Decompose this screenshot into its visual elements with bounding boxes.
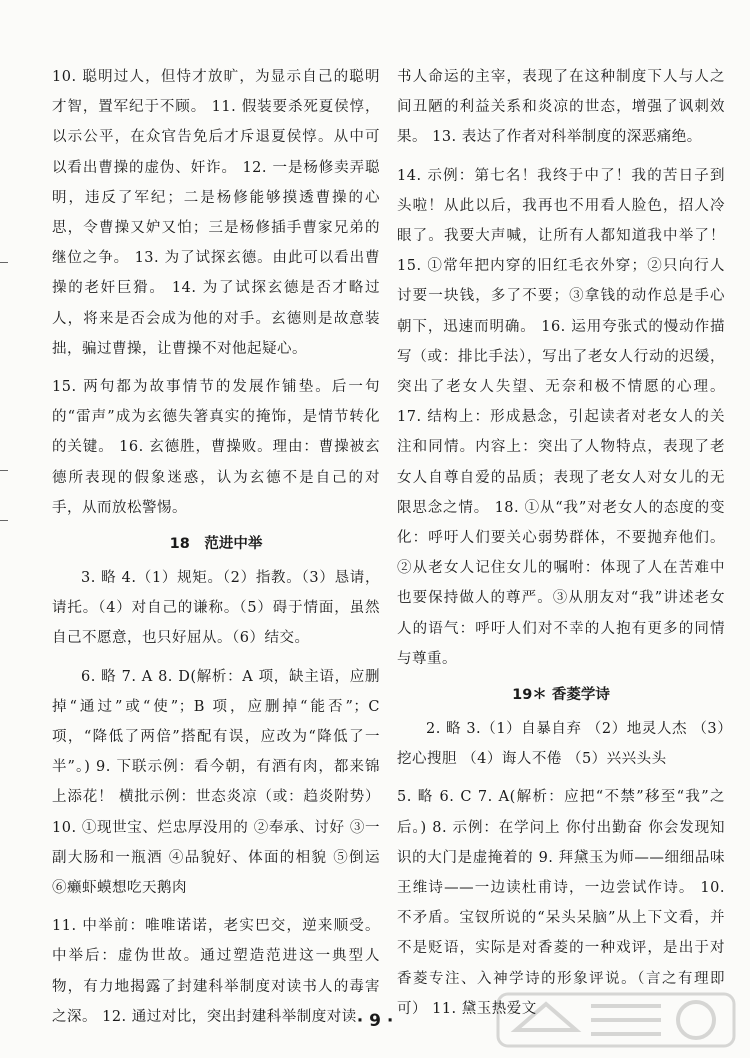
watermark-logo-icon xyxy=(496,990,736,1050)
answer-paragraph: 14. 示例：第七名！我终于中了！我的苦日子到头啦！从此以后，我再也不用看人脸色，招人冷眼了。我要大声喊，让所有人都知道我中举了！ 15. ①常年把内穿的旧红毛衣外穿；②只向行人讨要一块钱，多了不要；③拿钱的动作总是手心朝下，迅速而明确。 16. 运用夸张式的慢动作描写（或：排比手法），写出了老女人行动的迟缓，突出了老女人失望、无奈和极不情愿的心理。 17. 结构上：形成悬念，引起读者对老女人的关注和同情。内容上：突出了人物特点，表现了老女人自尊自爱的品质；表现了老女人对女儿的无限思念之情。 18. ①从“我”对老女人的态度的变化：呼吁人们要关心弱势群体，不要抛弃他们。②从老女人记住女儿的嘱咐：体现了人在苦难中也要保持做人的尊严。③从朋友对“我”讲述老女人的语气：呼吁人们对不幸的人抱有更多的同情与尊重。 xyxy=(397,167,725,667)
answer-paragraph: 5. 略 6. C 7. A(解析：应把“不禁”移至“我”之后。) 8. 示例：在学问上 你付出勤奋 你会发现知识的大门是虚掩着的 9. 拜黛玉为师——细细品味王维诗——一边读杜甫诗，一边尝试作诗。 10. 不矛盾。宝钗所说的“呆头呆脑”从上下文看，并不是贬语，实际是对香菱的一种戏评，是出于对香菱专注、入神学诗的形象评说。（言之有理即可） 11. 黛玉热爱文 xyxy=(397,789,725,1017)
page-number: · 9 · xyxy=(356,1011,394,1031)
watermark-logo-graphic xyxy=(496,990,736,1050)
answer-paragraph: 6. 略 7. A 8. D(解析：A 项，缺主语，应删掉“通过”或“使”；B 项，应删掉“能否”；C 项，“降低了两倍”搭配有误，应改为“降低了一半”。) 9. 下联示例：看今朝，有酒有肉，都来锦上添花！ 横批示例：世态炎凉（或：趋炎附势） 10. ①现世宝、烂忠厚没用的 ②奉承、讨好 ③一副大肠和一瓶酒 ④品貌好、体面的相貌 ⑤倒运 ⑥癞虾蟆想吃天鹅肉 xyxy=(52,668,380,897)
right-column xyxy=(397,62,725,1032)
answer-paragraph: 书人命运的主宰，表现了在这种制度下人与人之间丑陋的利益关系和炎凉的世态，增强了讽刺效果。 13. 表达了作者对科举制度的深恶痛绝。 xyxy=(397,69,725,146)
section-title-18: 18 范进中举 xyxy=(169,536,263,553)
answer-paragraph: 10. 聪明过人，但恃才放旷，为显示自己的聪明才智，置军纪于不顾。 11. 假装要杀死夏侯惇，以示公平，在众官告免后才斥退夏侯惇。从中可以看出曹操的虚伪、奸诈。 12. 一是杨修卖弄聪明，违反了军纪；二是杨修能够摸透曹操的心思，令曹操又妒又怕；三是杨修插手曹家兄弟的继位之争。 13. 为了试探玄德。由此可以看出曹操的老奸巨猾。 14. 为了试探玄德是否才略过人，将来是否会成为他的对手。玄德则是故意装拙，骗过曹操，让曹操不对他起疑心。 xyxy=(52,69,380,357)
left-column xyxy=(52,62,380,1040)
answer-paragraph: 2. 略 3.（1）自暴自弃 （2）地灵人杰 （3）挖心搜胆 （4）诲人不倦 （5）兴兴头头 xyxy=(397,721,725,768)
margin-tick xyxy=(0,470,8,471)
margin-tick xyxy=(0,262,8,263)
section-title-19: 19＊ 香菱学诗 xyxy=(512,687,610,704)
margin-tick xyxy=(0,520,8,521)
answer-paragraph: 11. 中举前：唯唯诺诺，老实巴交，逆来顺受。中举后：虚伪世故。通过塑造范进这一典型人物，有力地揭露了封建科举制度对读书人的毒害之深。 12. 通过对比，突出封建科举制度对读 xyxy=(52,918,380,1025)
answer-paragraph: 3. 略 4.（1）规矩。（2）指教。（3）恳请，请托。（4）对自己的谦称。（5）碍于情面，虽然自己不愿意，也只好屈从。（6）结交。 xyxy=(52,570,380,647)
answer-paragraph: 15. 两句都为故事情节的发展作铺垫。后一句的“雷声”成为玄德失箸真实的掩饰，是情节转化的关键。 16. 玄德胜，曹操败。理由：曹操被玄德所表现的假象迷惑，认为玄德不是自己的对手，从而放松警惕。 xyxy=(52,379,380,516)
